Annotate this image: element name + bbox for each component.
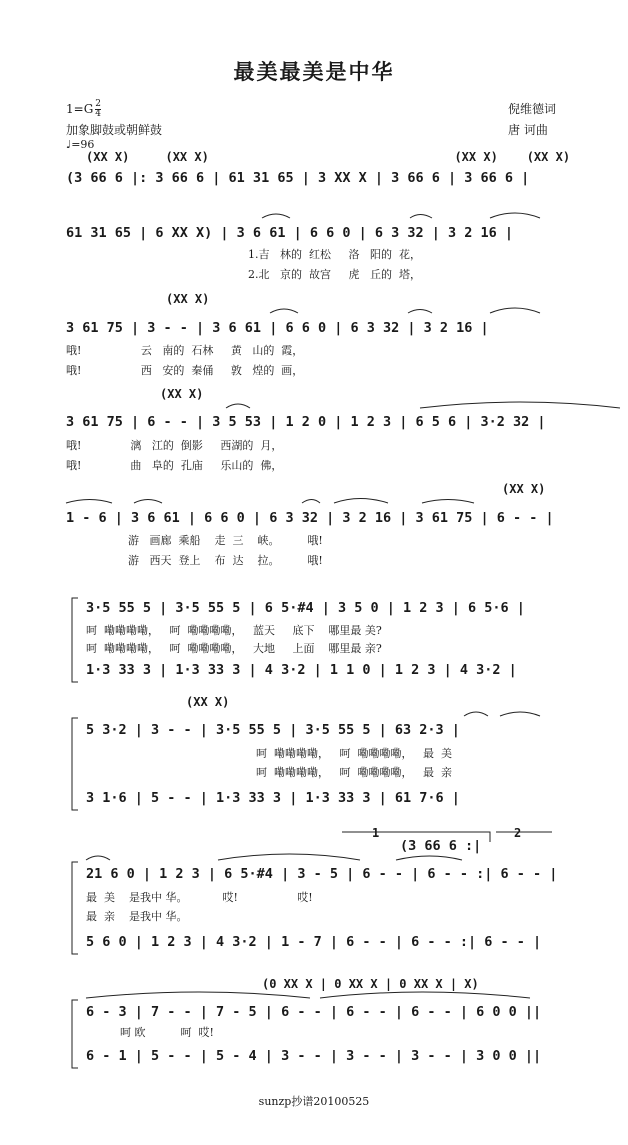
volta-1-label: 1 bbox=[372, 826, 380, 840]
slur-18 bbox=[396, 856, 462, 860]
slur-6 bbox=[490, 308, 540, 313]
slur-5 bbox=[408, 310, 432, 314]
slur-2 bbox=[410, 215, 432, 219]
slur-8 bbox=[420, 402, 620, 408]
slur-3 bbox=[490, 213, 540, 218]
brace-system-6 bbox=[72, 598, 78, 682]
slur-13 bbox=[422, 500, 474, 504]
notation-upper-line-7: 5 3·2 | 3 - - | 3·5 55 5 | 3·5 55 5 | 63 2·3 | bbox=[86, 722, 460, 738]
lyric-verse1-line-4: 哦! 漓 江的 倒影 西湖的 月， bbox=[66, 439, 283, 452]
slur-14 bbox=[464, 712, 488, 716]
notation-line-2: 61 31 65 | 6 XX X) | 3 6 61 | 6 6 0 | 6 3 32 | 3 2 16 | bbox=[66, 225, 514, 241]
notation-lower-line-8: 5 6 0 | 1 2 3 | 4 3·2 | 1 - 7 | 6 - - | 6 - - :| 6 - - | bbox=[86, 934, 542, 950]
percussion-line-7: (XX X) bbox=[186, 695, 230, 709]
notation-line-1: (3 66 6 |: 3 66 6 | 61 31 65 | 3 XX X | 3 66 6 | 3 66 6 | bbox=[66, 170, 530, 186]
notation-line-3: 3 61 75 | 3 - - | 3 6 61 | 6 6 0 | 6 3 32 | 3 2 16 | bbox=[66, 320, 489, 336]
slur-1 bbox=[262, 214, 290, 218]
slur-12 bbox=[334, 499, 388, 504]
lyric-verse2-line-4: 哦! 曲 阜的 孔庙 乐山的 佛， bbox=[66, 459, 283, 472]
lyric-verse1-line-5: 游 画廊 乘船 走 三 峡。 哦! bbox=[128, 534, 323, 547]
notation-upper-line-6: 3·5 55 5 | 3·5 55 5 | 6 5·#4 | 3 5 0 | 1 2 3 | 6 5·6 | bbox=[86, 600, 525, 616]
notation-line-4: 3 61 75 | 6 - - | 3 5 53 | 1 2 0 | 1 2 3 | 6 5 6 | 3·2 32 | bbox=[66, 414, 546, 430]
notation-lower-line-6: 1·3 33 3 | 1·3 33 3 | 4 3·2 | 1 1 0 | 1 2 3 | 4 3·2 | bbox=[86, 662, 517, 678]
slur-10 bbox=[134, 500, 162, 504]
lyric-verse2-line-7: 呵 嘞嘞嘞嘞， 呵 嘞嘞嘞嘞， 最 亲 bbox=[256, 766, 452, 779]
lyric-verse2-line-6: 呵 嘞嘞嘞嘞， 呵 嘞嘞嘞嘞， 大地 上面 哪里最 亲? bbox=[86, 642, 382, 655]
lyric-verse2-line-8: 最 亲 是我中 华。 bbox=[86, 910, 188, 923]
composer-credit: 唐 诃曲 bbox=[508, 123, 548, 137]
slur-16 bbox=[86, 856, 110, 860]
notation-line-5: 1 - 6 | 3 6 61 | 6 6 0 | 6 3 32 | 3 2 16 | 3 61 75 | 6 - - | bbox=[66, 510, 554, 526]
key-label: 1=G bbox=[66, 102, 94, 116]
slur-4 bbox=[270, 309, 298, 313]
percussion-line-4: (XX X) bbox=[160, 387, 204, 401]
notation-upper-line-9: 6 - 3 | 7 - - | 7 - 5 | 6 - - | 6 - - | 6 - - | 6 0 0 || bbox=[86, 1004, 542, 1020]
brace-system-9 bbox=[72, 1000, 78, 1068]
lyric-verse1-line-9: 呵 欧 呵 哎! bbox=[120, 1026, 214, 1039]
lyric-verse2-line-5: 游 西天 登上 布 达 拉。 哦! bbox=[128, 554, 323, 567]
lyric-verse1-line-6: 呵 嘞嘞嘞嘞， 呵 嘞嘞嘞嘞， 蓝天 底下 哪里最 美? bbox=[86, 624, 382, 637]
slur-9 bbox=[66, 500, 112, 504]
lyricist-credit: 倪维德词 bbox=[508, 102, 557, 116]
lyric-verse1-line-2: 1.吉 林的 红松 洛 阳的 花， bbox=[248, 248, 421, 261]
brace-system-7 bbox=[72, 718, 78, 810]
footer-credit: sunzp抄谱20100525 bbox=[258, 1095, 370, 1108]
notation-lower-line-7: 3 1·6 | 5 - - | 1·3 33 3 | 1·3 33 3 | 61 7·6 | bbox=[86, 790, 460, 806]
lyric-verse1-line-3: 哦! 云 南的 石林 黄 山的 霞， bbox=[66, 344, 304, 357]
lyric-verse2-line-3: 哦! 西 安的 秦俑 敦 煌的 画， bbox=[66, 364, 304, 377]
time-signature: $\frac{2}{4}$ bbox=[95, 99, 102, 119]
slur-19 bbox=[86, 992, 310, 998]
percussion-line-9: (0 XX X | 0 XX X | 0 XX X | X) bbox=[262, 977, 479, 991]
slur-15 bbox=[500, 712, 540, 716]
lyric-verse1-line-8: 最 美 是我中 华。 哎! 哎! bbox=[86, 891, 313, 904]
lyric-verse2-line-2: 2.北 京的 故宫 虎 丘的 塔， bbox=[248, 268, 421, 281]
slur-11 bbox=[302, 500, 320, 504]
slur-17 bbox=[218, 854, 360, 860]
percussion-line-3: (XX X) bbox=[166, 292, 210, 306]
notation-upper-line-8: 21 6 0 | 1 2 3 | 6 5·#4 | 3 - 5 | 6 - - | 6 - - :| 6 - - | bbox=[86, 866, 558, 882]
notation-lower-line-9: 6 - 1 | 5 - - | 5 - 4 | 3 - - | 3 - - | 3 - - | 3 0 0 || bbox=[86, 1048, 542, 1064]
song-title: 最美最美是中华 bbox=[233, 59, 395, 84]
volta-bracket-1 bbox=[342, 832, 490, 842]
lyric-verse1-line-7: 呵 嘞嘞嘞嘞， 呵 嘞嘞嘞嘞， 最 美 bbox=[256, 747, 452, 760]
brace-system-8 bbox=[72, 862, 78, 954]
instrument-note: 加象脚鼓或朝鲜鼓 bbox=[66, 123, 163, 137]
slur-7 bbox=[226, 404, 250, 408]
volta-2-label: 2 bbox=[514, 826, 522, 840]
percussion-line-1: (XX X) (XX X) (XX X) (XX X) bbox=[86, 150, 571, 164]
slur-20 bbox=[320, 992, 530, 998]
tempo-marking: ♩=96 bbox=[66, 138, 95, 151]
percussion-line-5: (XX X) bbox=[502, 482, 546, 496]
ending-percussion: (3 66 6 :| bbox=[400, 838, 482, 854]
